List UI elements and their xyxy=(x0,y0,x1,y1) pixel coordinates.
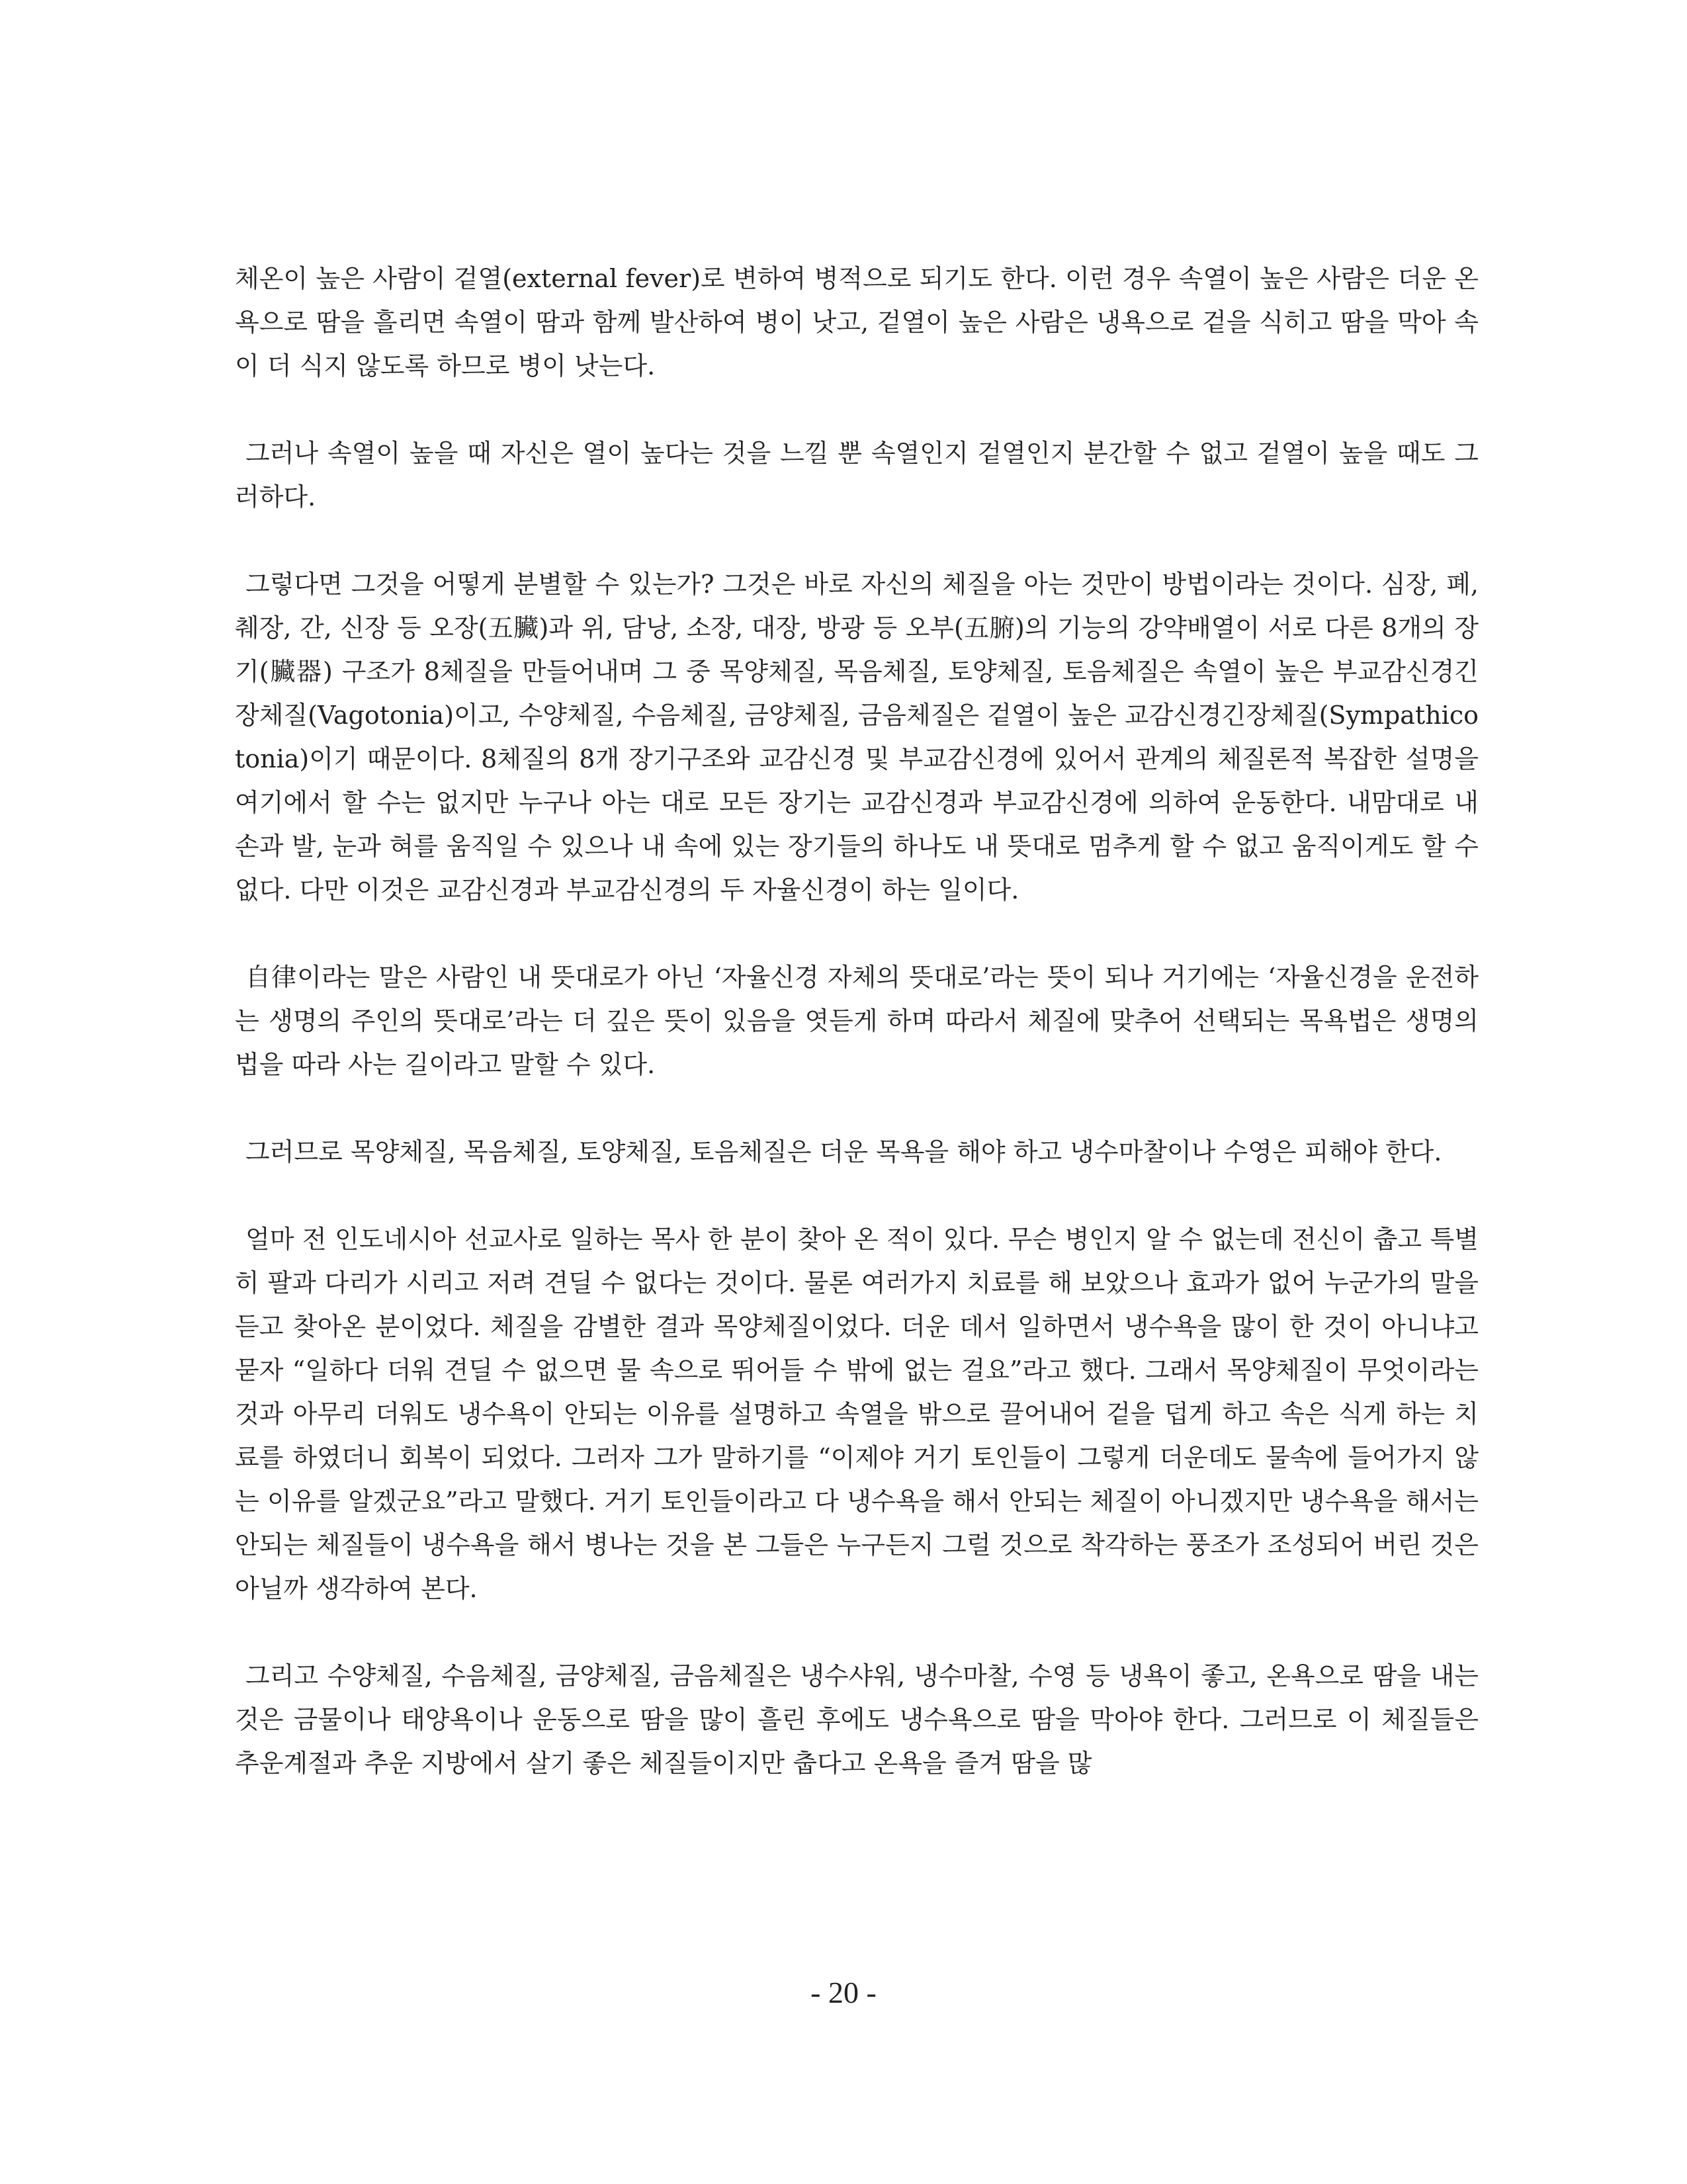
paragraph: 체온이 높은 사람이 겉열(external fever)로 변하여 병적으로 되기도 한다. 이런 경우 속열이 높은 사람은 더운 온욕으로 땀을 흘리면 속열이 땀과 함께 발산하여 병이 낫고, 겉열이 높은 사람은 냉욕으로 겉을 식히고 땀을 막아 속이 더 식지 않도록 하므로 병이 낫는다. xyxy=(235,264,1479,380)
paragraph: 그러므로 목양체질, 목음체질, 토양체질, 토음체질은 더운 목욕을 해야 하고 냉수마찰이나 수영은 피해야 한다. xyxy=(245,1137,1442,1166)
paragraph: 自律이라는 말은 사람인 내 뜻대로가 아닌 ‘자율신경 자체의 뜻대로’라는 뜻이 되나 거기에는 ‘자율신경을 운전하는 생명의 주인의 뜻대로’라는 더 깊은 뜻이 있음을 엿듣게 하며 따라서 체질에 맞추어 선택되는 목욕법은 생명의 법을 따라 사는 길이라고 말할 수 있다. xyxy=(235,963,1479,1079)
paragraph: 그리고 수양체질, 수음체질, 금양체질, 금음체질은 냉수샤워, 냉수마찰, 수영 등 냉욕이 좋고, 온욕으로 땀을 내는 것은 금물이나 태양욕이나 운동으로 땀을 많이 흘린 후에도 냉수욕으로 땀을 막아야 한다. 그러므로 이 체질들은 추운계절과 추운 지방에서 살기 좋은 체질들이지만 춥다고 온욕을 즐겨 땀을 많 xyxy=(235,1661,1479,1778)
document-body xyxy=(235,257,1479,1785)
paragraph: 얼마 전 인도네시아 선교사로 일하는 목사 한 분이 찾아 온 적이 있다. 무슨 병인지 알 수 없는데 전신이 춥고 특별히 팔과 다리가 시리고 저려 견딜 수 없다는 것이다. 물론 여러가지 치료를 해 보았으나 효과가 없어 누군가의 말을 듣고 찾아온 분이었다. 체질을 감별한 결과 목양체질이었다. 더운 데서 일하면서 냉수욕을 많이 한 것이 아니냐고 묻자 “일하다 더워 견딜 수 없으면 물 속으로 뛰어들 수 밖에 없는 걸요”라고 했다. 그래서 목양체질이 무엇이라는 것과 아무리 더워도 냉수욕이 안되는 이유를 설명하고 속열을 밖으로 끌어내어 겉을 덥게 하고 속은 식게 하는 치료를 하였더니 회복이 되었다. 그러자 그가 말하기를 “이제야 거기 토인들이 그렇게 더운데도 물속에 들어가지 않는 이유를 알겠군요”라고 말했다. 거기 토인들이라고 다 냉수욕을 해서 안되는 체질이 아니겠지만 냉수욕을 해서는 안되는 체질들이 냉수욕을 해서 병나는 것을 본 그들은 누구든지 그럴 것으로 착각하는 풍조가 조성되어 버린 것은 아닐까 생각하여 본다. xyxy=(235,1225,1479,1603)
paragraph: 그렇다면 그것을 어떻게 분별할 수 있는가? 그것은 바로 자신의 체질을 아는 것만이 방법이라는 것이다. 심장, 폐, 췌장, 간, 신장 등 오장(五臟)과 위, 담낭, 소장, 대장, 방광 등 오부(五腑)의 기능의 강약배열이 서로 다른 8개의 장기(臟器) 구조가 8체질을 만들어내며 그 중 목양체질, 목음체질, 토양체질, 토음체질은 속열이 높은 부교감신경긴장체질(Vagotonia)이고, 수양체질, 수음체질, 금양체질, 금음체질은 겉열이 높은 교감신경긴장체질(Sympathicotonia)이기 때문이다. 8체질의 8개 장기구조와 교감신경 및 부교감신경에 있어서 관계의 체질론적 복잡한 설명을 여기에서 할 수는 없지만 누구나 아는 대로 모든 장기는 교감신경과 부교감신경에 의하여 운동한다. 내맘대로 내 손과 발, 눈과 혀를 움직일 수 있으나 내 속에 있는 장기들의 하나도 내 뜻대로 멈추게 할 수 없고 움직이게도 할 수 없다. 다만 이것은 교감신경과 부교감신경의 두 자율신경이 하는 일이다. xyxy=(235,570,1479,904)
page-number: - 20 - xyxy=(810,1976,877,2009)
paragraph: 그러나 속열이 높을 때 자신은 열이 높다는 것을 느낄 뿐 속열인지 겉열인지 분간할 수 없고 겉열이 높을 때도 그러하다. xyxy=(235,439,1479,511)
